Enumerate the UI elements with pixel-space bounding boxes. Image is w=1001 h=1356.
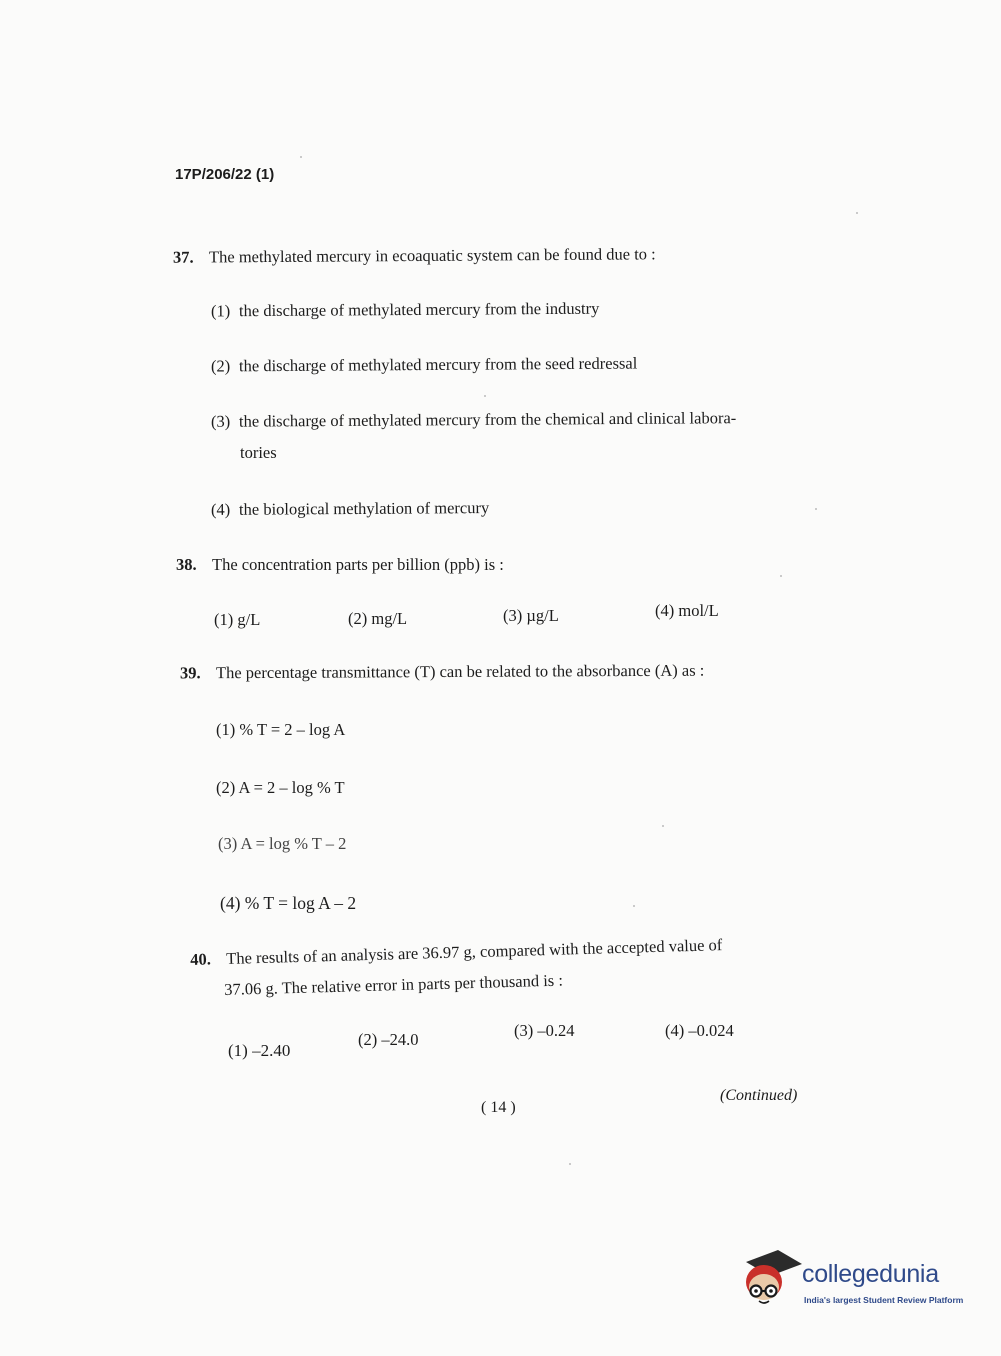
option-text: mol/L — [678, 601, 719, 620]
q40-option-3 — [514, 1021, 575, 1041]
question-text: The percentage transmittance (T) can be related to the absorbance (A) as : — [215, 660, 705, 683]
q39-option-1 — [216, 720, 345, 740]
continued-label: (Continued) — [720, 1087, 798, 1104]
q39-option-2 — [216, 778, 345, 798]
option-text: –0.024 — [688, 1021, 734, 1040]
collegedunia-logo — [740, 1248, 970, 1318]
mascot-icon — [740, 1248, 802, 1312]
option-text: –24.0 — [381, 1030, 419, 1049]
question-37 — [173, 244, 656, 267]
question-40 — [190, 935, 723, 970]
option-number: (2) — [348, 609, 368, 628]
question-number: 39. — [179, 663, 201, 683]
question-39 — [180, 661, 704, 684]
q39-option-3 — [218, 834, 346, 854]
q40-option-2 — [358, 1030, 419, 1050]
option-text: A = log % T – 2 — [240, 834, 347, 853]
option-number: (4) — [665, 1021, 685, 1040]
option-number: (1) — [214, 610, 234, 629]
option-text: g/L — [237, 610, 261, 629]
option-number: (4) — [655, 601, 675, 620]
q39-option-4 — [220, 893, 356, 914]
q38-option-2 — [348, 609, 407, 629]
q40-option-4 — [665, 1021, 734, 1041]
option-number: (4) — [210, 499, 231, 519]
scan-speck — [484, 395, 486, 397]
question-40-line-2: 37.06 g. The relative error in parts per thousand is : — [224, 970, 564, 999]
option-text: –2.40 — [252, 1041, 291, 1060]
option-number: (1) — [216, 720, 236, 739]
option-text: the discharge of methylated mercury from the chemical and clinical labora- — [238, 408, 737, 431]
question-text: The results of an analysis are 36.97 g, compared with the accepted value of — [225, 935, 723, 968]
option-number: (2) — [210, 356, 231, 376]
option-text: –0.24 — [537, 1021, 575, 1040]
paper-code: 17P/206/22 (1) — [175, 166, 275, 183]
option-number: (1) — [228, 1041, 248, 1060]
brand-tagline: India's largest Student Review Platform — [804, 1295, 964, 1305]
option-text: the discharge of methylated mercury from the industry — [238, 298, 600, 321]
q37-option-3-continuation: tories — [240, 443, 277, 462]
scan-speck — [815, 508, 817, 510]
q38-option-3 — [503, 606, 559, 626]
scan-speck — [300, 156, 302, 158]
scan-speck — [780, 575, 782, 577]
option-text: A = 2 – log % T — [238, 778, 345, 797]
page-number: ( 14 ) — [481, 1099, 516, 1116]
question-number: 37. — [172, 247, 194, 267]
q37-option-4 — [211, 498, 489, 520]
option-text: % T = log A – 2 — [244, 893, 357, 913]
scan-speck — [662, 825, 664, 827]
q37-option-1 — [211, 299, 599, 322]
option-text: µg/L — [526, 606, 559, 625]
question-38 — [176, 555, 504, 575]
scan-speck — [569, 1163, 571, 1165]
q40-option-1 — [228, 1041, 290, 1061]
option-number: (2) — [358, 1030, 378, 1049]
option-number: (3) — [503, 606, 523, 625]
q38-option-1 — [214, 610, 260, 630]
option-number: (3) — [210, 411, 231, 431]
scan-speck — [633, 905, 635, 907]
question-number: 38. — [176, 555, 197, 574]
option-number: (3) — [514, 1021, 534, 1040]
option-number: (4) — [220, 893, 241, 913]
q38-option-4 — [655, 601, 719, 621]
question-number: 40. — [190, 949, 212, 969]
option-number: (1) — [210, 301, 231, 321]
brand-name: collegedunia — [802, 1260, 939, 1288]
q37-option-3 — [211, 408, 736, 432]
question-text: The concentration parts per billion (ppb) is : — [212, 555, 504, 574]
scan-speck — [856, 212, 858, 214]
option-text: the discharge of methylated mercury from the seed redressal — [238, 353, 638, 376]
option-number: (2) — [216, 778, 236, 797]
option-text: mg/L — [371, 609, 408, 628]
question-text: The methylated mercury in ecoaquatic system can be found due to : — [208, 244, 656, 267]
option-text: % T = 2 – log A — [239, 720, 346, 739]
option-number: (3) — [218, 834, 238, 853]
q37-option-2 — [211, 354, 637, 377]
option-text: the biological methylation of mercury — [238, 498, 490, 519]
